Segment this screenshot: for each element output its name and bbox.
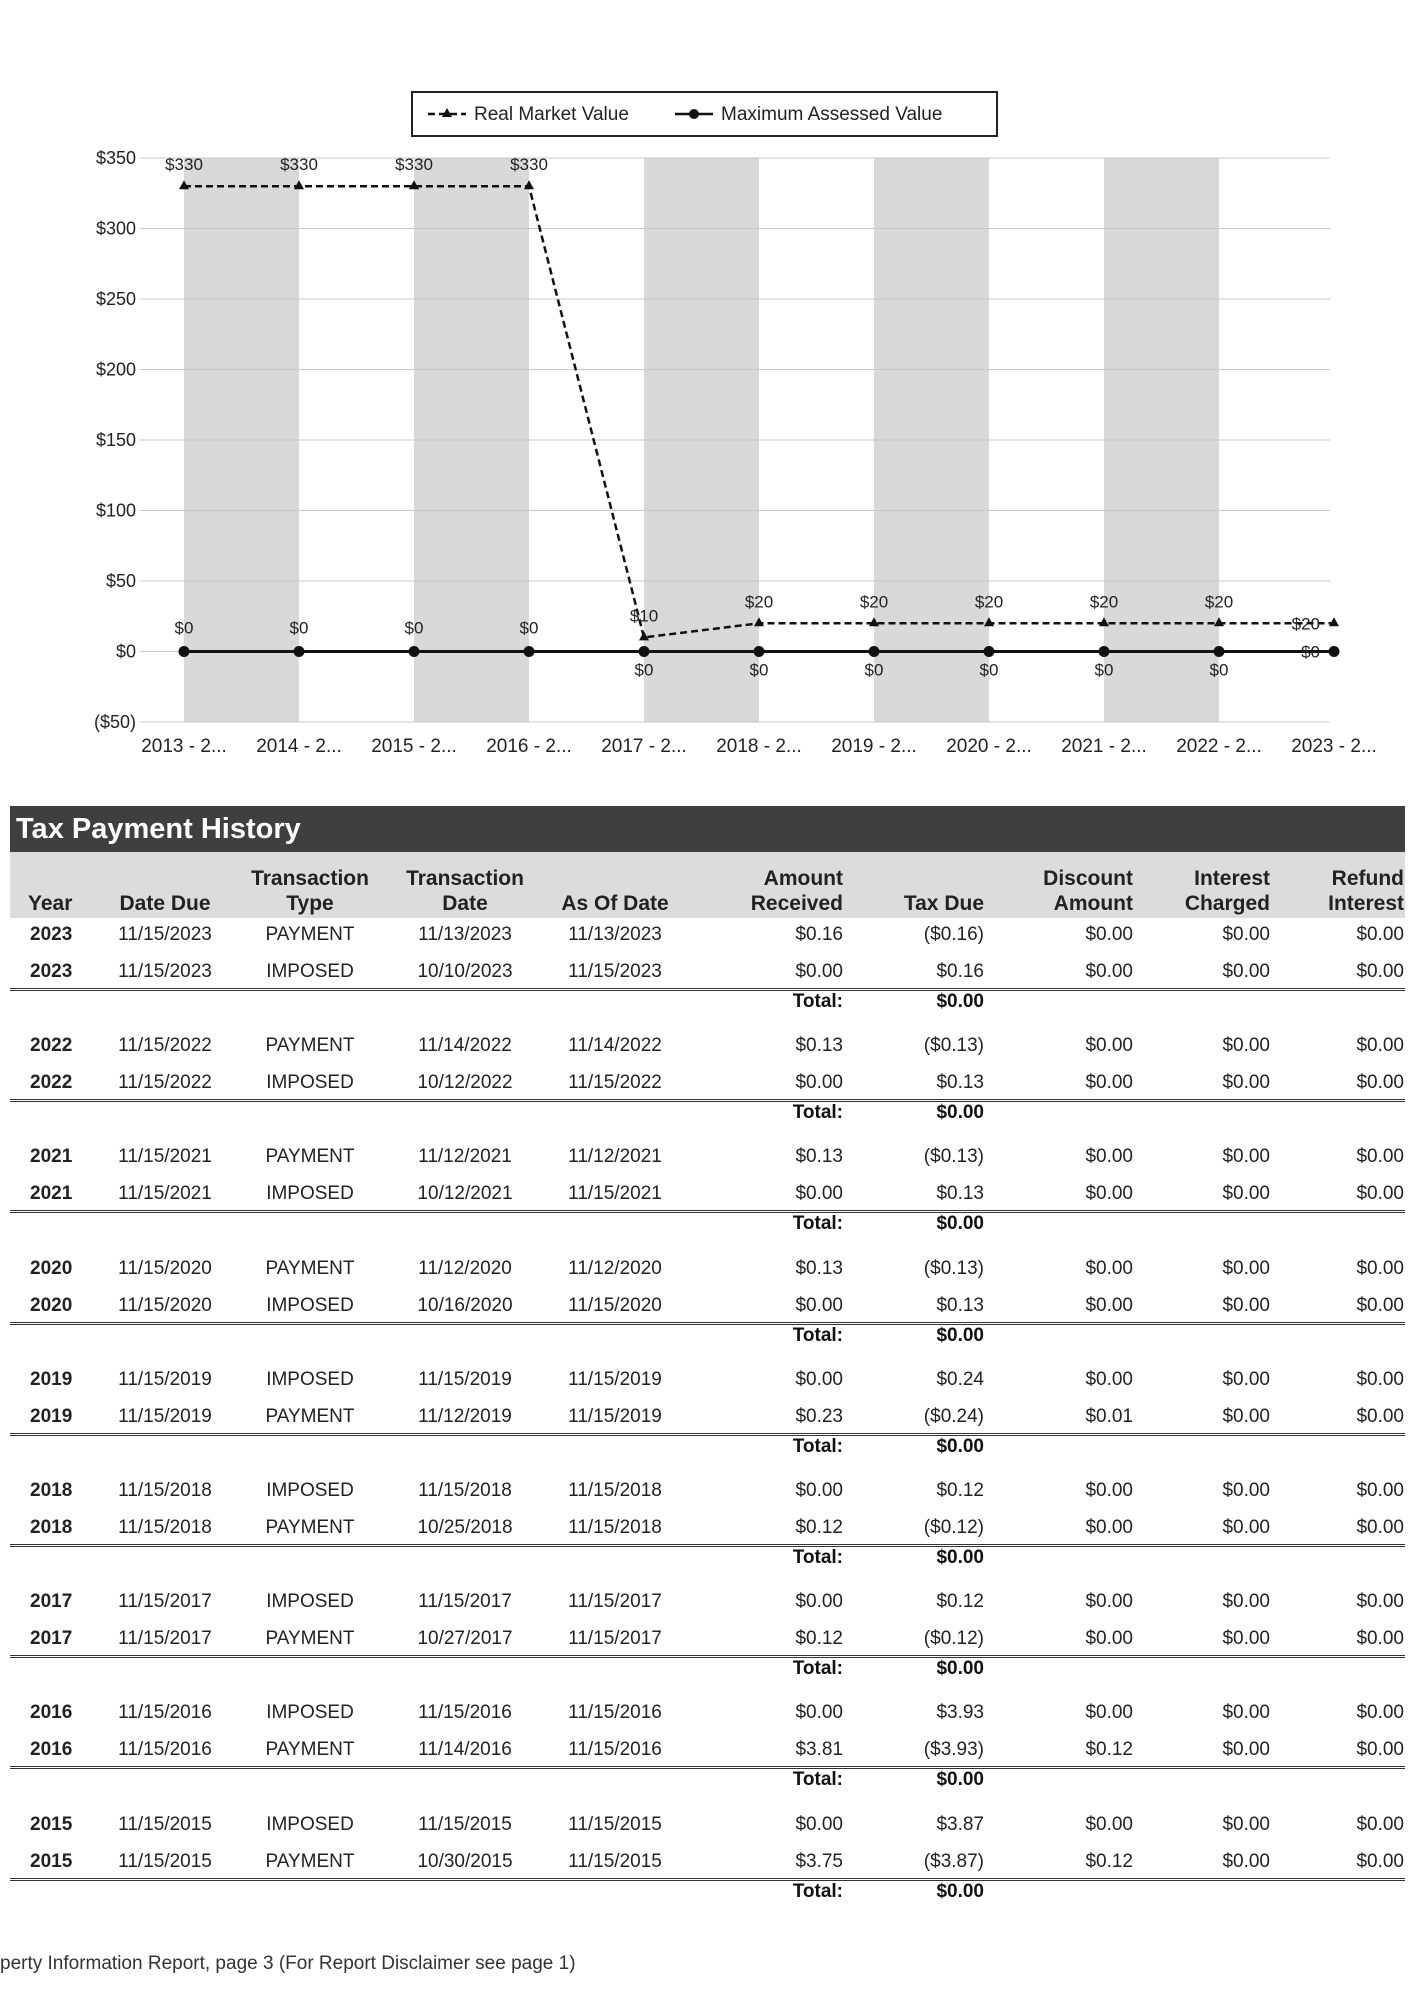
column-header-line: Type	[286, 892, 334, 915]
cell-type: PAYMENT	[265, 924, 355, 945]
cell-discount: $0.00	[1085, 1702, 1133, 1724]
cell-tax-due: ($0.12)	[923, 1517, 984, 1538]
y-tick-label: $150	[95, 430, 136, 450]
column-header-line: Interest	[1194, 867, 1270, 890]
cell-received: $0.00	[795, 1480, 843, 1501]
cell-type: IMPOSED	[266, 1294, 354, 1316]
cell-as-of: 11/15/2021	[568, 1183, 662, 1205]
cell-received: $0.00	[795, 961, 843, 982]
column-header-line: Received	[750, 892, 843, 915]
x-tick-label: 2020 - 2...	[946, 736, 1032, 757]
total-label: Total:	[792, 1102, 843, 1124]
cell-discount: $0.01	[1085, 1405, 1133, 1427]
cell-tax-due: $0.24	[936, 1368, 984, 1390]
cell-type: IMPOSED	[266, 1183, 354, 1205]
cell-tax-due: $0.16	[936, 961, 984, 982]
cell-interest: $0.00	[1222, 924, 1270, 945]
cell-year: 2018	[30, 1517, 73, 1538]
total-label: Total:	[792, 1769, 843, 1791]
y-tick-label: $0	[115, 641, 136, 662]
cell-discount: $0.00	[1085, 1517, 1133, 1538]
legend-label-maximum-assessed-value: Maximum Assessed Value	[721, 104, 943, 125]
cell-tax-due: ($0.24)	[923, 1405, 984, 1427]
cell-discount: $0.00	[1085, 1480, 1133, 1501]
cell-discount: $0.00	[1085, 1591, 1133, 1613]
cell-date-due: 11/15/2020	[118, 1257, 212, 1279]
cell-date-due: 11/15/2023	[118, 961, 212, 982]
data-label-maximum-assessed-value: $0	[864, 660, 884, 680]
total-value: $0.00	[936, 1547, 984, 1568]
cell-received: $0.00	[795, 1813, 843, 1835]
cell-as-of: 11/15/2019	[568, 1368, 662, 1390]
total-value: $0.00	[936, 1769, 984, 1791]
column-header-line: Transaction	[406, 867, 524, 890]
cell-received: $0.12	[795, 1517, 843, 1538]
y-tick-label: $100	[95, 500, 136, 521]
cell-tax-due: $3.93	[936, 1702, 984, 1724]
cell-trans-date: 11/15/2017	[418, 1591, 512, 1613]
data-label-real-market-value: $20	[744, 592, 774, 612]
total-value: $0.00	[936, 1658, 984, 1680]
cell-trans-date: 11/15/2016	[418, 1702, 512, 1724]
cell-as-of: 11/15/2020	[568, 1294, 662, 1316]
total-value: $0.00	[936, 1102, 984, 1124]
cell-trans-date: 10/30/2015	[417, 1850, 513, 1872]
x-tick-label: 2022 - 2...	[1176, 736, 1262, 757]
cell-year: 2019	[30, 1405, 73, 1427]
total-value: $0.00	[936, 1435, 984, 1457]
cell-interest: $0.00	[1222, 1850, 1270, 1872]
cell-date-due: 11/15/2019	[118, 1368, 212, 1390]
cell-trans-date: 11/14/2016	[418, 1739, 512, 1761]
cell-trans-date: 10/25/2018	[417, 1517, 513, 1538]
cell-interest: $0.00	[1222, 1405, 1270, 1427]
cell-as-of: 11/15/2016	[568, 1739, 662, 1761]
cell-trans-date: 10/27/2017	[417, 1628, 513, 1650]
cell-interest: $0.00	[1222, 1813, 1270, 1835]
cell-type: IMPOSED	[266, 1591, 354, 1613]
cell-tax-due: $0.13	[936, 1294, 984, 1316]
data-label-real-market-value: $20	[1291, 614, 1320, 634]
group-separator	[10, 1210, 1405, 1213]
cell-interest: $0.00	[1222, 1146, 1270, 1168]
cell-as-of: 11/15/2017	[568, 1591, 662, 1613]
cell-type: PAYMENT	[265, 1850, 355, 1872]
x-tick-label: 2023 - 2...	[1291, 736, 1377, 757]
cell-discount: $0.12	[1085, 1850, 1133, 1872]
cell-trans-date: 11/12/2020	[418, 1257, 512, 1279]
cell-tax-due: $0.12	[936, 1480, 984, 1501]
cell-year: 2020	[30, 1294, 73, 1316]
cell-tax-due: ($0.13)	[923, 1146, 984, 1168]
cell-discount: $0.00	[1085, 1294, 1133, 1316]
cell-refund: $0.00	[1356, 924, 1404, 945]
cell-type: IMPOSED	[266, 1813, 354, 1835]
data-label-maximum-assessed-value: $0	[979, 660, 999, 680]
cell-year: 2017	[30, 1591, 73, 1613]
cell-received: $0.00	[795, 1294, 843, 1316]
cell-as-of: 11/15/2015	[568, 1850, 662, 1872]
column-header-line: Interest	[1328, 892, 1404, 915]
cell-interest: $0.00	[1222, 961, 1270, 982]
cell-as-of: 11/12/2021	[568, 1146, 662, 1168]
data-label-maximum-assessed-value: $0	[174, 618, 194, 638]
cell-year: 2016	[30, 1702, 73, 1724]
cell-date-due: 11/15/2015	[118, 1813, 212, 1835]
cell-received: $0.00	[795, 1368, 843, 1390]
cell-date-due: 11/15/2016	[118, 1739, 212, 1761]
cell-date-due: 11/15/2016	[118, 1702, 212, 1724]
cell-discount: $0.00	[1085, 924, 1133, 945]
cell-trans-date: 11/15/2015	[418, 1813, 512, 1835]
cell-type: IMPOSED	[266, 1702, 354, 1724]
column-header-line: Charged	[1184, 892, 1270, 915]
total-label: Total:	[792, 1547, 843, 1568]
cell-tax-due: ($0.13)	[923, 1035, 984, 1057]
cell-tax-due: ($0.12)	[923, 1628, 984, 1650]
cell-interest: $0.00	[1222, 1035, 1270, 1057]
data-label-maximum-assessed-value: $0	[289, 618, 309, 638]
cell-refund: $0.00	[1356, 1850, 1404, 1872]
cell-type: PAYMENT	[265, 1405, 355, 1427]
cell-year: 2018	[30, 1480, 73, 1501]
cell-discount: $0.00	[1085, 1257, 1133, 1279]
column-header-line: Date	[442, 892, 488, 915]
data-label-real-market-value: $330	[280, 155, 318, 175]
data-label-maximum-assessed-value: $0	[749, 660, 769, 680]
cell-refund: $0.00	[1356, 1813, 1404, 1835]
cell-received: $0.00	[795, 1072, 843, 1094]
cell-interest: $0.00	[1222, 1591, 1270, 1613]
cell-year: 2023	[30, 924, 73, 945]
cell-year: 2015	[30, 1813, 73, 1835]
x-tick-label: 2018 - 2...	[716, 736, 802, 757]
cell-as-of: 11/15/2015	[568, 1813, 662, 1835]
cell-refund: $0.00	[1356, 1591, 1404, 1613]
y-tick-label: ($50)	[93, 712, 136, 732]
cell-trans-date: 11/15/2019	[418, 1368, 512, 1390]
cell-date-due: 11/15/2018	[118, 1517, 212, 1538]
cell-trans-date: 11/12/2021	[418, 1146, 512, 1168]
cell-refund: $0.00	[1356, 1257, 1404, 1279]
group-separator	[10, 1099, 1405, 1102]
cell-tax-due: ($3.87)	[923, 1850, 984, 1872]
data-label-maximum-assessed-value: $0	[1094, 660, 1114, 680]
data-label-real-market-value: $20	[974, 592, 1004, 612]
column-header-line: Tax Due	[903, 892, 984, 915]
cell-as-of: 11/15/2017	[568, 1628, 662, 1650]
data-label-maximum-assessed-value: $0	[1209, 660, 1229, 680]
cell-trans-date: 10/12/2021	[417, 1183, 513, 1205]
cell-tax-due: $0.12	[936, 1591, 984, 1613]
y-tick-label: $350	[95, 148, 136, 168]
cell-year: 2017	[30, 1628, 73, 1650]
column-header-line: Amount	[1053, 892, 1133, 915]
group-separator	[10, 1878, 1405, 1881]
column-header-line: Amount	[763, 867, 843, 890]
cell-discount: $0.12	[1085, 1739, 1133, 1761]
cell-interest: $0.00	[1222, 1628, 1270, 1650]
total-value: $0.00	[936, 1213, 984, 1235]
x-tick-label: 2016 - 2...	[486, 736, 572, 757]
cell-received: $0.00	[795, 1591, 843, 1613]
cell-refund: $0.00	[1356, 961, 1404, 982]
column-header-line: As Of Date	[561, 892, 669, 915]
cell-type: PAYMENT	[265, 1517, 355, 1538]
cell-type: PAYMENT	[265, 1628, 355, 1650]
cell-discount: $0.00	[1085, 1183, 1133, 1205]
cell-refund: $0.00	[1356, 1405, 1404, 1427]
data-label-maximum-assessed-value: $0	[1301, 642, 1320, 662]
cell-discount: $0.00	[1085, 961, 1133, 982]
cell-type: IMPOSED	[266, 1072, 354, 1094]
column-header-line: Transaction	[251, 867, 369, 890]
cell-as-of: 11/13/2023	[568, 924, 662, 945]
cell-date-due: 11/15/2021	[118, 1183, 212, 1205]
data-label-real-market-value: $20	[1089, 592, 1119, 612]
cell-date-due: 11/15/2015	[118, 1850, 212, 1872]
x-tick-label: 2019 - 2...	[831, 736, 917, 757]
cell-interest: $0.00	[1222, 1702, 1270, 1724]
cell-discount: $0.00	[1085, 1813, 1133, 1835]
cell-interest: $0.00	[1222, 1294, 1270, 1316]
cell-received: $0.16	[795, 924, 843, 945]
cell-trans-date: 11/14/2022	[418, 1035, 512, 1057]
data-label-real-market-value: $20	[859, 592, 889, 612]
data-label-real-market-value: $10	[629, 606, 659, 626]
y-tick-label: $50	[105, 571, 136, 591]
section-title-tax-payment-history: Tax Payment History	[10, 806, 1405, 852]
total-label: Total:	[792, 1880, 843, 1902]
cell-as-of: 11/15/2016	[568, 1702, 662, 1724]
cell-date-due: 11/15/2019	[118, 1405, 212, 1427]
cell-refund: $0.00	[1356, 1183, 1404, 1205]
cell-type: PAYMENT	[265, 1146, 355, 1168]
cell-refund: $0.00	[1356, 1739, 1404, 1761]
data-label-maximum-assessed-value: $0	[634, 660, 654, 680]
cell-interest: $0.00	[1222, 1368, 1270, 1390]
cell-interest: $0.00	[1222, 1183, 1270, 1205]
cell-received: $0.13	[795, 1146, 843, 1168]
data-label-real-market-value: $330	[510, 155, 548, 175]
cell-trans-date: 10/12/2022	[417, 1072, 513, 1094]
y-tick-label: $300	[95, 218, 136, 239]
cell-discount: $0.00	[1085, 1368, 1133, 1390]
cell-received: $3.75	[795, 1850, 843, 1872]
group-separator	[10, 1433, 1405, 1436]
cell-discount: $0.00	[1085, 1146, 1133, 1168]
cell-tax-due: $3.87	[936, 1813, 984, 1835]
cell-date-due: 11/15/2023	[118, 924, 212, 945]
cell-year: 2015	[30, 1850, 73, 1872]
cell-as-of: 11/14/2022	[568, 1035, 662, 1057]
cell-received: $0.00	[795, 1702, 843, 1724]
cell-discount: $0.00	[1085, 1035, 1133, 1057]
cell-tax-due: ($0.13)	[923, 1257, 984, 1279]
cell-as-of: 11/15/2019	[568, 1405, 662, 1427]
cell-type: PAYMENT	[265, 1035, 355, 1057]
cell-tax-due: $0.13	[936, 1072, 984, 1094]
cell-date-due: 11/15/2018	[118, 1480, 212, 1501]
cell-trans-date: 10/16/2020	[417, 1294, 513, 1316]
column-header-line: Refund	[1331, 867, 1404, 890]
cell-type: IMPOSED	[266, 961, 354, 982]
cell-year: 2023	[30, 961, 73, 982]
cell-date-due: 11/15/2017	[118, 1591, 212, 1613]
cell-trans-date: 11/13/2023	[418, 924, 512, 945]
cell-refund: $0.00	[1356, 1702, 1404, 1724]
cell-refund: $0.00	[1356, 1628, 1404, 1650]
cell-trans-date: 10/10/2023	[417, 961, 513, 982]
cell-year: 2020	[30, 1257, 73, 1279]
cell-date-due: 11/15/2020	[118, 1294, 212, 1316]
cell-tax-due: $0.13	[936, 1183, 984, 1205]
cell-type: PAYMENT	[265, 1257, 355, 1279]
cell-date-due: 11/15/2022	[118, 1035, 212, 1057]
cell-refund: $0.00	[1356, 1146, 1404, 1168]
group-separator	[10, 1322, 1405, 1325]
cell-year: 2016	[30, 1739, 73, 1761]
cell-received: $3.81	[795, 1739, 843, 1761]
legend-label-real-market-value: Real Market Value	[474, 104, 629, 125]
cell-date-due: 11/15/2021	[118, 1146, 212, 1168]
cell-refund: $0.00	[1356, 1072, 1404, 1094]
cell-trans-date: 11/15/2018	[418, 1480, 512, 1501]
cell-as-of: 11/15/2018	[568, 1480, 662, 1501]
column-header-line: Date Due	[119, 892, 211, 915]
cell-refund: $0.00	[1356, 1368, 1404, 1390]
x-tick-label: 2014 - 2...	[256, 736, 342, 757]
cell-year: 2021	[30, 1146, 73, 1168]
data-label-maximum-assessed-value: $0	[404, 618, 424, 638]
cell-interest: $0.00	[1222, 1517, 1270, 1538]
cell-date-due: 11/15/2022	[118, 1072, 212, 1094]
group-separator	[10, 1766, 1405, 1769]
x-tick-label: 2017 - 2...	[601, 736, 687, 757]
cell-as-of: 11/12/2020	[568, 1257, 662, 1279]
x-tick-label: 2021 - 2...	[1061, 736, 1147, 757]
cell-refund: $0.00	[1356, 1480, 1404, 1501]
cell-date-due: 11/15/2017	[118, 1628, 212, 1650]
cell-refund: $0.00	[1356, 1035, 1404, 1057]
column-header-line: Discount	[1043, 867, 1133, 890]
total-value: $0.00	[936, 1880, 984, 1902]
cell-year: 2021	[30, 1183, 73, 1205]
cell-received: $0.13	[795, 1035, 843, 1057]
total-label: Total:	[792, 1435, 843, 1457]
group-separator	[10, 1544, 1405, 1547]
cell-year: 2022	[30, 1035, 73, 1057]
cell-received: $0.00	[795, 1183, 843, 1205]
data-label-real-market-value: $330	[165, 155, 203, 175]
data-label-real-market-value: $330	[395, 155, 433, 175]
cell-as-of: 11/15/2018	[568, 1517, 662, 1538]
cell-discount: $0.00	[1085, 1628, 1133, 1650]
x-tick-label: 2013 - 2...	[141, 736, 227, 757]
group-separator	[10, 1655, 1405, 1658]
total-label: Total:	[792, 1658, 843, 1680]
y-tick-label: $250	[95, 289, 136, 309]
cell-type: IMPOSED	[266, 1368, 354, 1390]
total-value: $0.00	[936, 991, 984, 1012]
cell-as-of: 11/15/2023	[568, 961, 662, 982]
x-tick-label: 2015 - 2...	[371, 736, 457, 757]
cell-year: 2019	[30, 1368, 73, 1390]
total-label: Total:	[792, 1213, 843, 1235]
total-label: Total:	[792, 1324, 843, 1346]
column-header-line: Year	[28, 892, 73, 915]
data-label-real-market-value: $20	[1204, 592, 1234, 612]
total-label: Total:	[792, 991, 843, 1012]
cell-interest: $0.00	[1222, 1739, 1270, 1761]
cell-type: IMPOSED	[266, 1480, 354, 1501]
cell-interest: $0.00	[1222, 1480, 1270, 1501]
group-separator	[10, 988, 1405, 991]
cell-trans-date: 11/12/2019	[418, 1405, 512, 1427]
cell-interest: $0.00	[1222, 1072, 1270, 1094]
cell-year: 2022	[30, 1072, 73, 1094]
data-label-maximum-assessed-value: $0	[519, 618, 539, 638]
cell-received: $0.23	[795, 1405, 843, 1427]
cell-discount: $0.00	[1085, 1072, 1133, 1094]
cell-interest: $0.00	[1222, 1257, 1270, 1279]
cell-tax-due: ($0.16)	[923, 924, 984, 945]
total-value: $0.00	[936, 1324, 984, 1346]
cell-refund: $0.00	[1356, 1517, 1404, 1538]
cell-received: $0.13	[795, 1257, 843, 1279]
cell-as-of: 11/15/2022	[568, 1072, 662, 1094]
cell-received: $0.12	[795, 1628, 843, 1650]
cell-refund: $0.00	[1356, 1294, 1404, 1316]
cell-type: PAYMENT	[265, 1739, 355, 1761]
y-tick-label: $200	[95, 359, 136, 380]
page-footer: perty Information Report, page 3 (For Report Disclaimer see page 1)	[0, 1953, 576, 1974]
cell-tax-due: ($3.93)	[923, 1739, 984, 1761]
